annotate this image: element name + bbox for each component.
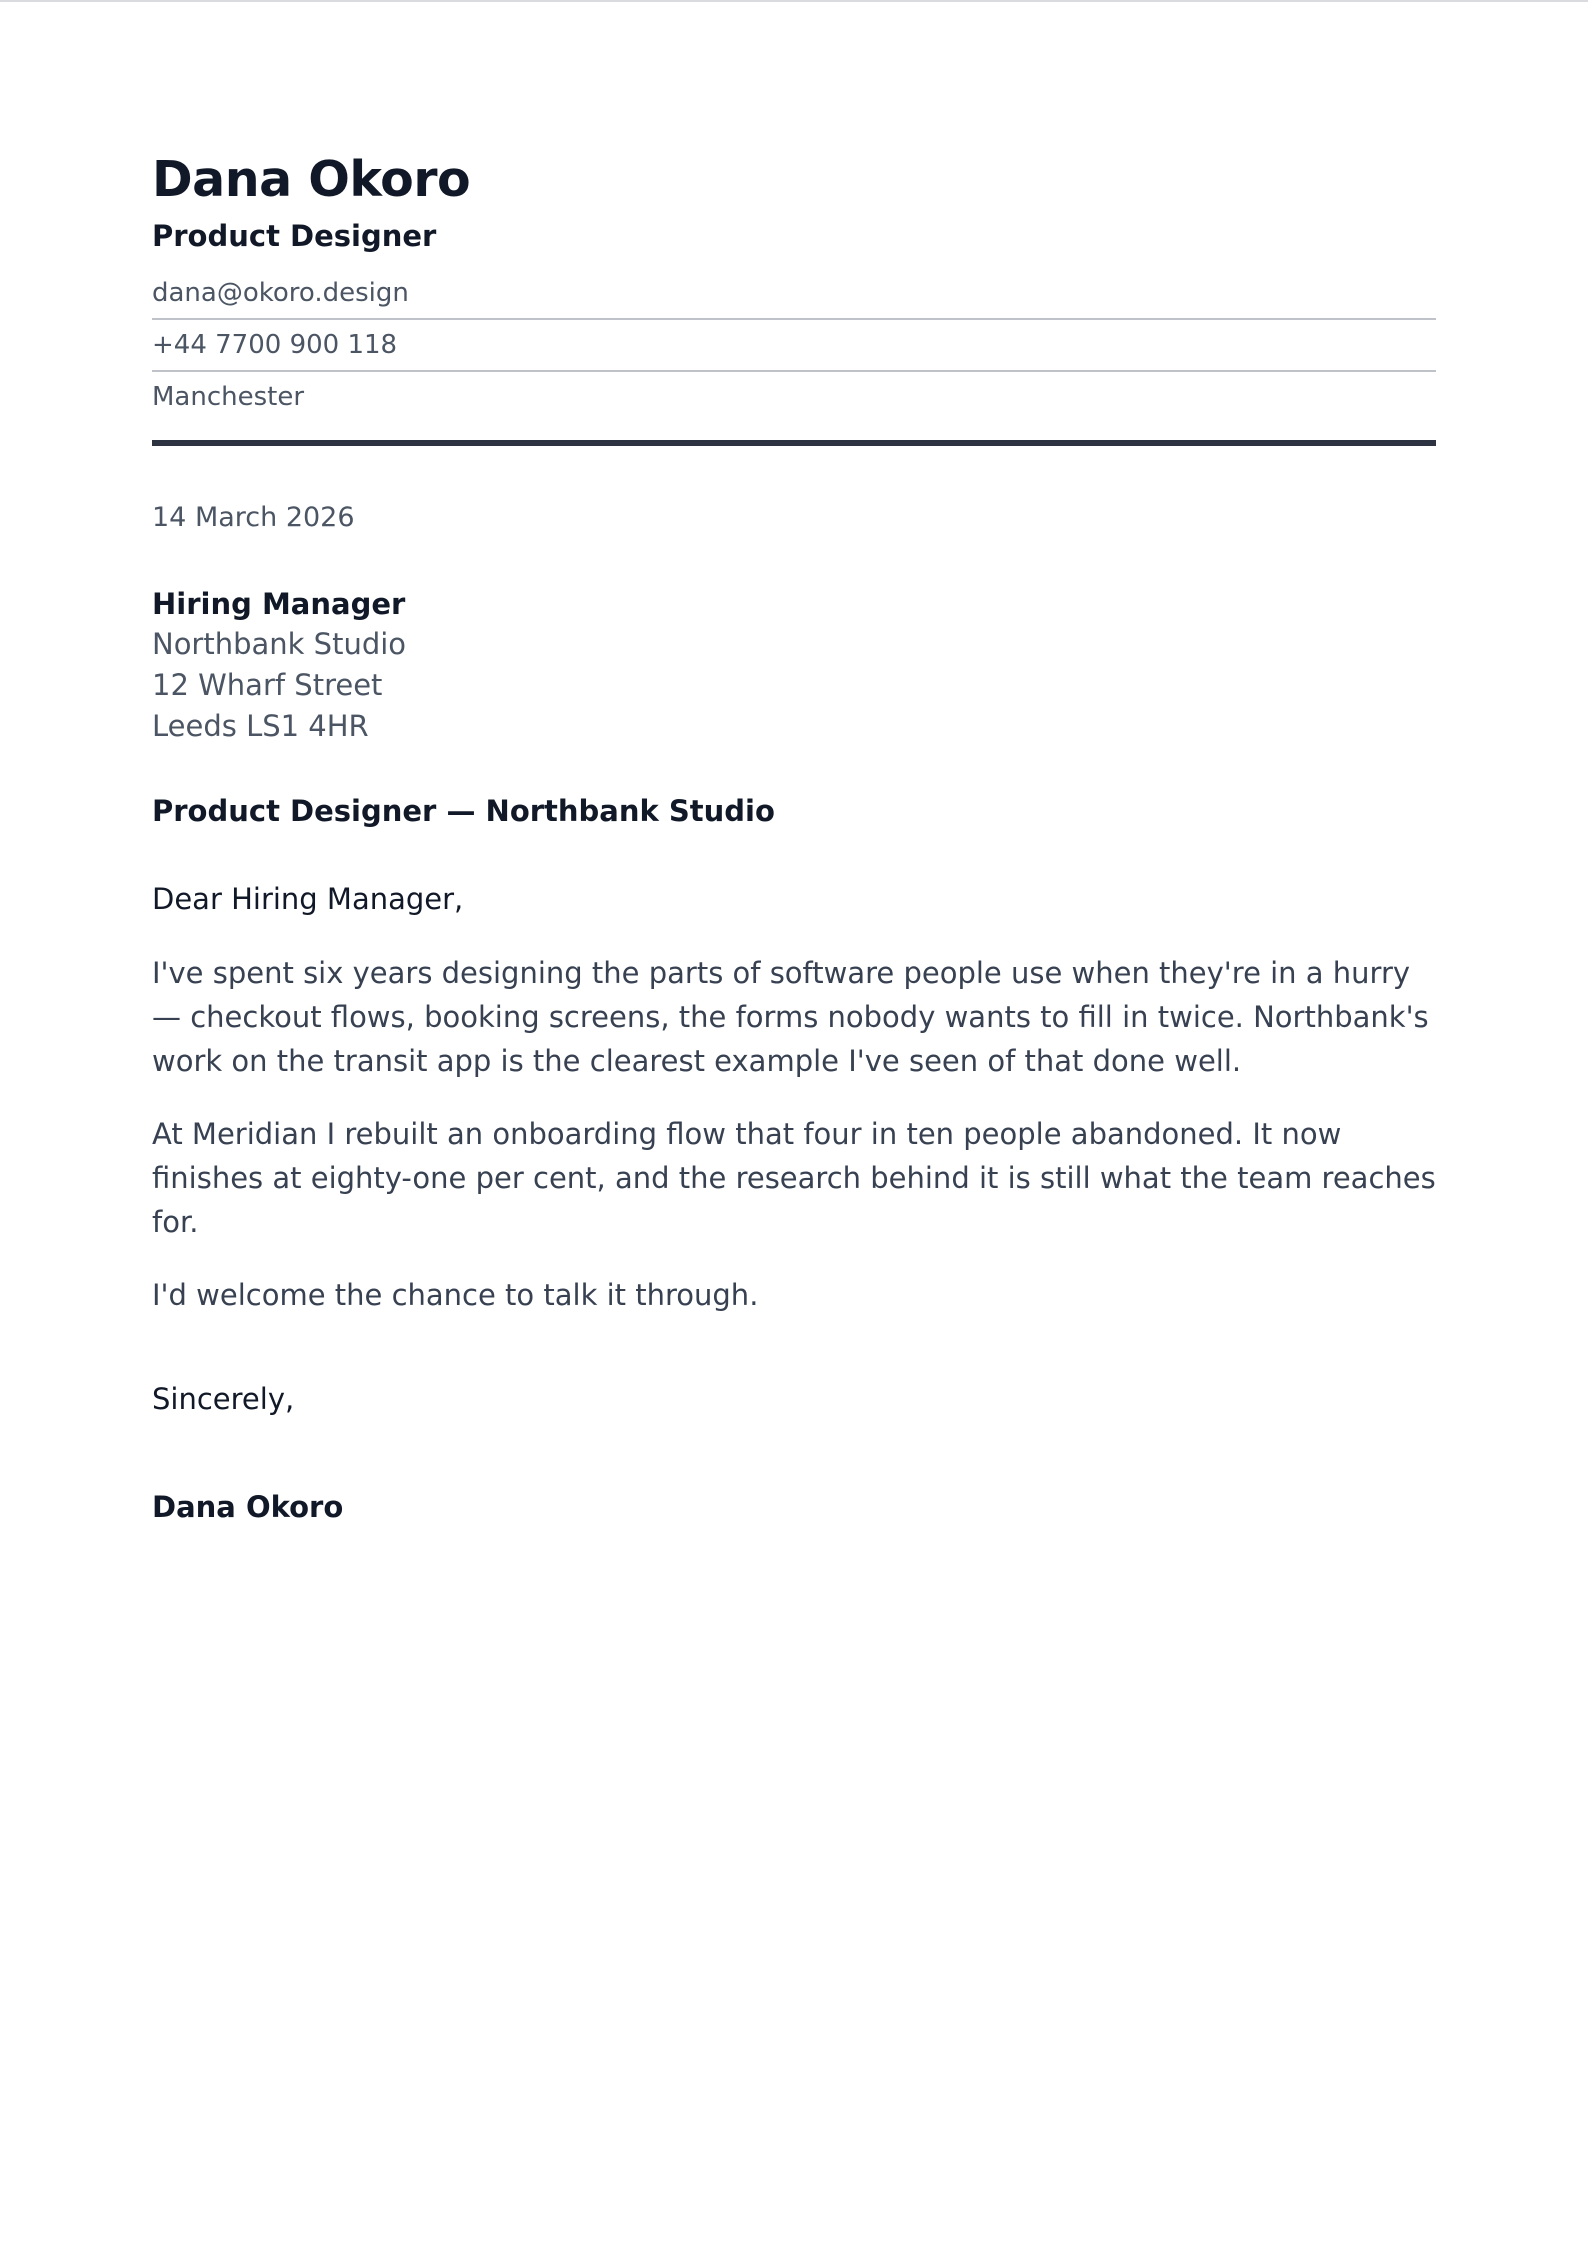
recipient-street: 12 Wharf Street	[152, 668, 383, 702]
contact-phone[interactable]: +44 7700 900 118	[152, 320, 1436, 372]
cover-letter	[152, 150, 1436, 1527]
signature-name: Dana Okoro	[152, 1490, 344, 1524]
recipient-company: Northbank Studio	[152, 627, 407, 661]
letter-date: 14 March 2026	[152, 502, 355, 533]
sender-name: Dana Okoro	[152, 151, 471, 208]
body-paragraph: I'd welcome the chance to talk it through.	[152, 1278, 759, 1312]
contact-list	[152, 268, 1436, 422]
salutation: Dear Hiring Manager,	[152, 882, 464, 916]
letter-subject: Product Designer — Northbank Studio	[152, 794, 775, 828]
sender-role: Product Designer	[152, 219, 437, 253]
page-top-border	[0, 0, 1588, 2]
closing: Sincerely,	[152, 1382, 295, 1416]
contact-location: Manchester	[152, 382, 305, 412]
recipient-name: Hiring Manager	[152, 587, 406, 621]
recipient-block	[152, 584, 1436, 747]
body-paragraph: I've spent six years designing the parts of software people use when they're in a hurry — checkout flows, booking screens, the forms nobody wants to fill in twice. Northbank's work on the transit app is the clearest example I've seen of that done well.	[152, 956, 1429, 1078]
body-paragraph: At Meridian I rebuilt an onboarding flow that four in ten people abandoned. It now finishes at eighty-one per cent, and the research behind it is still what the team reaches for.	[152, 1117, 1436, 1239]
letter-header	[152, 150, 1436, 446]
header-divider	[152, 440, 1436, 446]
recipient-city: Leeds LS1 4HR	[152, 709, 369, 743]
contact-email[interactable]: dana@okoro.design	[152, 268, 1436, 320]
